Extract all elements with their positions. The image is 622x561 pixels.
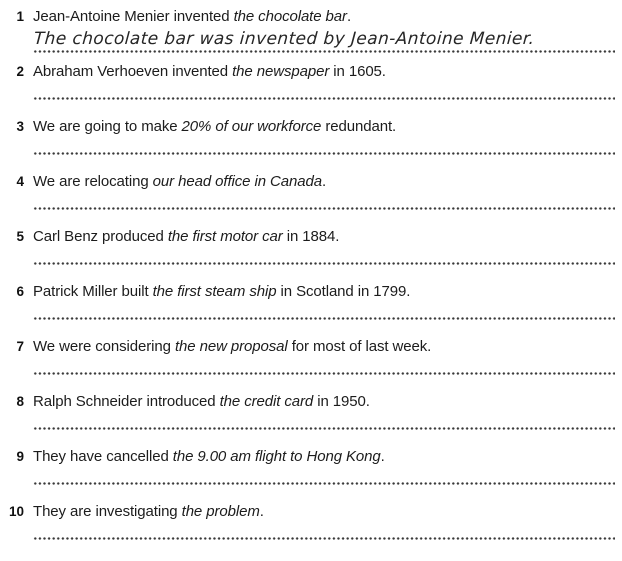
item-number: 1 [16, 9, 24, 24]
sentence-italic: the new proposal [174, 338, 288, 355]
item-number: 7 [16, 339, 24, 354]
item-sentence [33, 227, 339, 246]
sentence-pre: We are relocating [33, 173, 153, 190]
sentence-row [0, 117, 622, 136]
sentence-italic: the 9.00 am flight to Hong Kong [172, 448, 381, 465]
item-number: 6 [16, 284, 24, 299]
answer-line [33, 482, 615, 485]
item-number: 3 [16, 119, 24, 134]
answer-line [33, 262, 615, 265]
sentence-post: in 1950. [313, 393, 370, 410]
answer-line [33, 97, 615, 100]
sentence-pre: They have cancelled [33, 448, 173, 465]
sentence-row [0, 172, 622, 191]
exercise-item [0, 502, 622, 540]
answer-line [33, 317, 615, 320]
exercise-item [0, 227, 622, 265]
item-sentence [33, 117, 396, 136]
sentence-row [0, 7, 622, 26]
answer-line [33, 27, 615, 53]
sentence-italic: the problem [181, 503, 260, 520]
sentence-pre: We were considering [33, 338, 175, 355]
item-number: 10 [8, 504, 24, 519]
answer-line [33, 372, 615, 375]
sentence-row [0, 62, 622, 81]
sentence-italic: the credit card [219, 393, 314, 410]
sentence-row [0, 227, 622, 246]
sentence-post: in Scotland in 1799. [276, 283, 411, 300]
exercise-item [0, 62, 622, 100]
answer-line [33, 427, 615, 430]
item-number: 8 [16, 394, 24, 409]
sentence-pre: We are going to make [33, 118, 182, 135]
sentence-post: in 1605. [329, 63, 386, 80]
sentence-post: . [321, 173, 327, 190]
sentence-pre: Patrick Miller built [33, 283, 153, 300]
sentence-italic: the first motor car [167, 228, 283, 245]
sentence-pre: Ralph Schneider introduced [33, 393, 220, 410]
exercise-item [0, 337, 622, 375]
item-sentence [33, 282, 410, 301]
item-sentence [33, 447, 385, 466]
sentence-italic: the first steam ship [152, 283, 277, 300]
exercise-item [0, 7, 622, 53]
exercise-item [0, 172, 622, 210]
sentence-italic: our head office in Canada [152, 173, 322, 190]
sentence-pre: Carl Benz produced [33, 228, 168, 245]
sentence-post: redundant. [321, 118, 397, 135]
item-sentence [33, 7, 351, 26]
sentence-post: . [346, 8, 352, 25]
sentence-italic: the newspaper [232, 63, 330, 80]
item-number: 4 [16, 174, 24, 189]
answer-line [33, 207, 615, 210]
sentence-pre: Abraham Verhoeven invented [33, 63, 233, 80]
item-number: 5 [16, 229, 24, 244]
answer-line [33, 537, 615, 540]
item-sentence [33, 392, 370, 411]
sentence-row [0, 392, 622, 411]
exercise-item [0, 117, 622, 155]
sentence-row [0, 282, 622, 301]
item-sentence [33, 62, 386, 81]
handwritten-answer: The chocolate bar was invented by Jean-Antoine Menier. [33, 29, 536, 49]
item-number: 9 [16, 449, 24, 464]
sentence-pre: Jean-Antoine Menier invented [33, 8, 234, 25]
sentence-post: in 1884. [282, 228, 340, 245]
item-sentence [33, 502, 264, 521]
item-sentence [33, 337, 431, 356]
exercise-item [0, 392, 622, 430]
sentence-post: . [259, 503, 264, 520]
sentence-post: for most of last week. [287, 338, 432, 355]
answer-line [33, 152, 615, 155]
sentence-italic: the chocolate bar [233, 8, 347, 25]
sentence-italic: 20% of our workforce [181, 118, 322, 135]
exercise-item [0, 447, 622, 485]
item-number: 2 [16, 64, 24, 79]
sentence-row [0, 337, 622, 356]
sentence-row [0, 447, 622, 466]
sentence-row [0, 502, 622, 521]
exercise-item [0, 282, 622, 320]
sentence-pre: They are investigating [33, 503, 182, 520]
item-sentence [33, 172, 326, 191]
sentence-post: . [380, 448, 385, 465]
